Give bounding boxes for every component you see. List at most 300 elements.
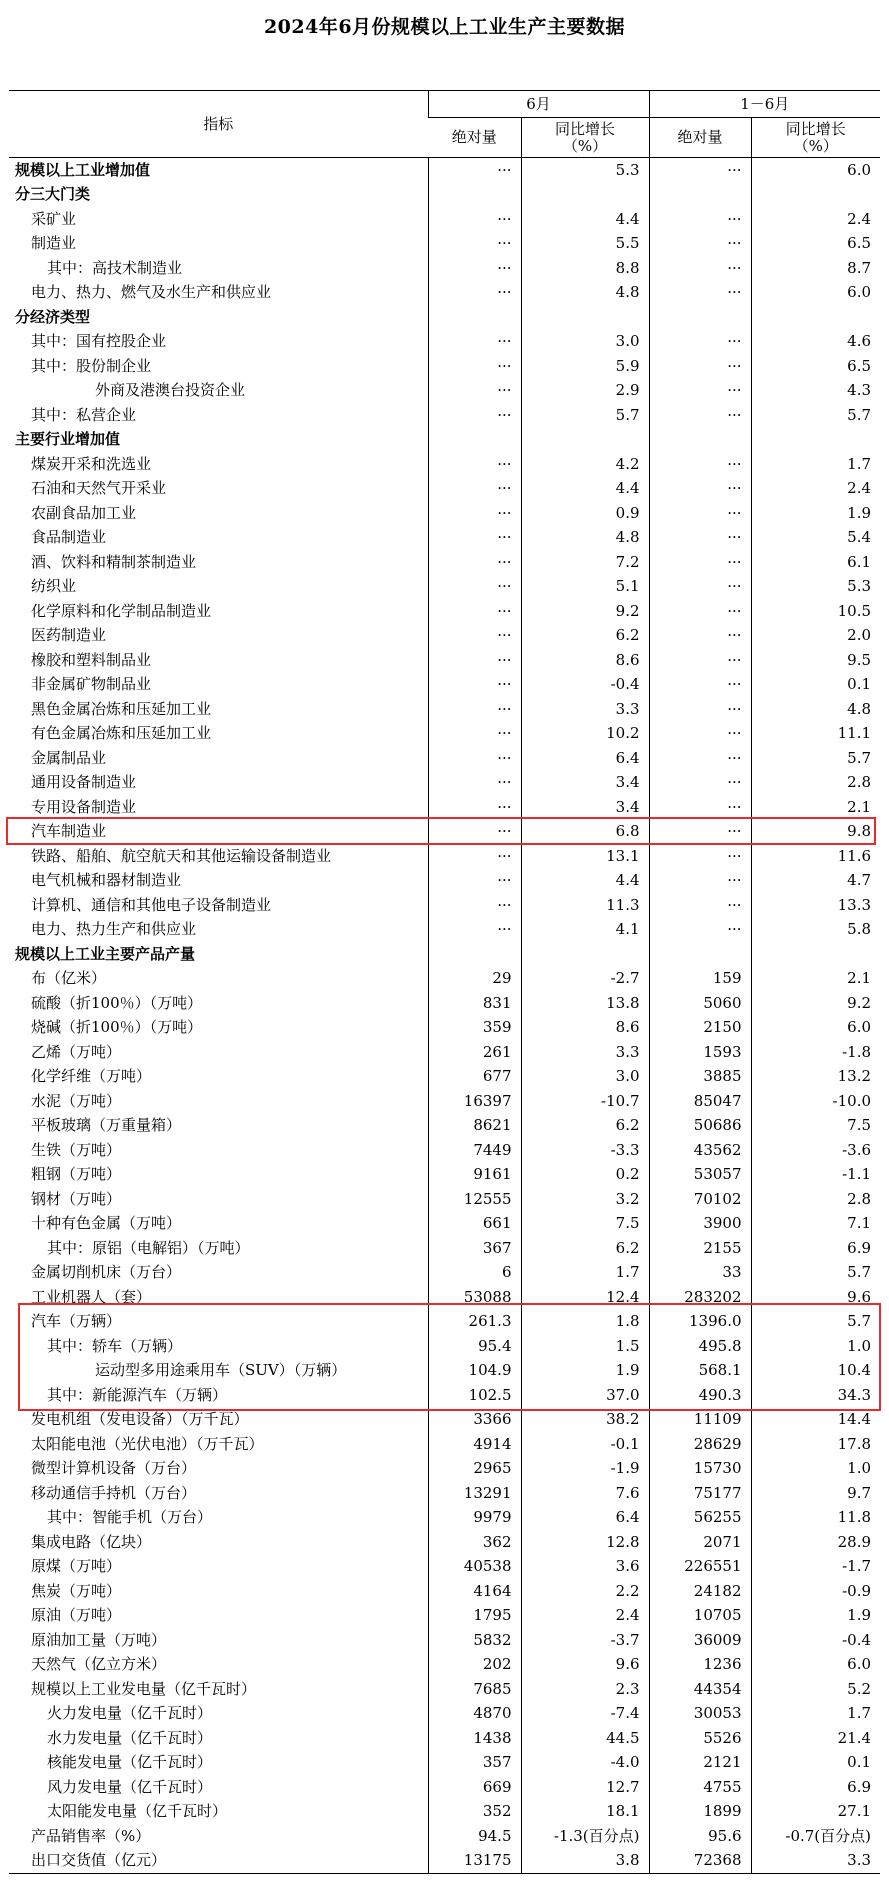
- cell-cumulative-yoy: 6.0: [751, 1016, 880, 1041]
- cell-month-abs: ···: [428, 477, 521, 502]
- row-label: 制造业: [31, 234, 77, 253]
- cell-cumulative-abs: 53057: [649, 1163, 751, 1188]
- cell-cumulative-yoy: 9.8: [751, 820, 880, 845]
- table-row: [9, 183, 880, 208]
- cell-cumulative-abs: ···: [649, 795, 751, 820]
- cell-cumulative-abs: 568.1: [649, 1359, 751, 1384]
- cell-cumulative-yoy: 6.0: [751, 1653, 880, 1678]
- cell-cumulative-yoy: 5.8: [751, 918, 880, 943]
- cell-cumulative-abs: 5060: [649, 991, 751, 1016]
- table-row: [9, 1089, 880, 1114]
- table-row: [9, 379, 880, 404]
- cell-cumulative-yoy: 1.9: [751, 1604, 880, 1629]
- row-label: 铁路、船舶、航空航天和其他运输设备制造业: [31, 846, 332, 865]
- row-label: 其中：国有控股企业: [31, 332, 167, 351]
- row-label: 化学原料和化学制品制造业: [31, 601, 212, 620]
- row-label: 橡胶和塑料制品业: [31, 650, 152, 669]
- cell-month-abs: ···: [428, 844, 521, 869]
- table-row: [9, 428, 880, 453]
- table-row: [9, 893, 880, 918]
- cell-month-abs: 40538: [428, 1555, 521, 1580]
- row-label: 其中：私营企业: [31, 405, 137, 424]
- table-row: [9, 1114, 880, 1139]
- row-label: 硫酸（折100％）（万吨）: [31, 993, 203, 1012]
- cell-month-yoy: 38.2: [521, 1408, 649, 1433]
- table-row: [9, 1800, 880, 1825]
- header-indicator: 指标: [9, 91, 428, 158]
- cell-month-abs: 8621: [428, 1114, 521, 1139]
- cell-cumulative-yoy: 2.8: [751, 771, 880, 796]
- cell-cumulative-abs: 1899: [649, 1800, 751, 1825]
- cell-cumulative-abs: ···: [649, 893, 751, 918]
- row-label: 天然气（亿立方米）: [31, 1655, 167, 1674]
- cell-month-yoy: -2.7: [521, 967, 649, 992]
- cell-month-yoy: 0.2: [521, 1163, 649, 1188]
- table-row: [9, 1604, 880, 1629]
- cell-month-abs: 13175: [428, 1849, 521, 1874]
- table-row: [9, 1849, 880, 1874]
- cell-month-abs: ···: [428, 820, 521, 845]
- cell-cumulative-yoy: 1.0: [751, 1334, 880, 1359]
- cell-month-yoy: 3.4: [521, 771, 649, 796]
- cell-month-abs: 261.3: [428, 1310, 521, 1335]
- cell-cumulative-yoy: 5.7: [751, 1310, 880, 1335]
- row-label: 太阳能电池（光伏电池）（万千瓦）: [31, 1434, 264, 1453]
- cell-cumulative-yoy: 11.1: [751, 722, 880, 747]
- data-table: [9, 90, 880, 1874]
- cell-month-abs: 12555: [428, 1187, 521, 1212]
- table-row: [9, 599, 880, 624]
- table-row: [9, 1432, 880, 1457]
- cell-cumulative-abs: ···: [649, 844, 751, 869]
- cell-month-abs: ···: [428, 330, 521, 355]
- table-row: [9, 452, 880, 477]
- cell-month-abs: 16397: [428, 1089, 521, 1114]
- cell-month-abs: ···: [428, 354, 521, 379]
- row-label: 十种有色金属（万吨）: [31, 1214, 182, 1233]
- cell-cumulative-yoy: 6.5: [751, 232, 880, 257]
- row-label: 运动型多用途乘用车（SUV）（万辆）: [95, 1361, 347, 1380]
- cell-month-yoy: -7.4: [521, 1702, 649, 1727]
- table-row: [9, 1408, 880, 1433]
- cell-cumulative-yoy: 4.6: [751, 330, 880, 355]
- row-label: 金属切削机床（万台）: [31, 1263, 182, 1282]
- cell-month-abs: 677: [428, 1065, 521, 1090]
- table-body: [9, 158, 880, 1874]
- cell-cumulative-abs: 490.3: [649, 1383, 751, 1408]
- table-row: [9, 1261, 880, 1286]
- cell-month-abs: 352: [428, 1800, 521, 1825]
- row-label: 产品销售率（%）: [31, 1826, 151, 1845]
- table-row: [9, 1383, 880, 1408]
- cell-month-abs: ···: [428, 771, 521, 796]
- cell-cumulative-yoy: [751, 428, 880, 453]
- table-row: [9, 967, 880, 992]
- row-label: 外商及港澳台投资企业: [95, 381, 246, 400]
- cell-cumulative-yoy: 6.9: [751, 1236, 880, 1261]
- row-label: 食品制造业: [31, 528, 107, 547]
- cell-cumulative-yoy: 2.0: [751, 624, 880, 649]
- cell-month-abs: 2965: [428, 1457, 521, 1482]
- cell-cumulative-abs: ···: [649, 330, 751, 355]
- cell-cumulative-yoy: 10.5: [751, 599, 880, 624]
- row-label: 汽车（万辆）: [31, 1312, 122, 1331]
- cell-month-abs: 95.4: [428, 1334, 521, 1359]
- cell-month-abs: 5832: [428, 1628, 521, 1653]
- row-label: 化学纤维（万吨）: [31, 1067, 152, 1086]
- cell-month-yoy: 37.0: [521, 1383, 649, 1408]
- table-row: [9, 1653, 880, 1678]
- table-row: [9, 477, 880, 502]
- row-label: 农副食品加工业: [31, 503, 137, 522]
- cell-cumulative-yoy: 13.2: [751, 1065, 880, 1090]
- cell-cumulative-abs: ···: [649, 648, 751, 673]
- cell-month-yoy: 7.5: [521, 1212, 649, 1237]
- cell-cumulative-yoy: 11.8: [751, 1506, 880, 1531]
- cell-cumulative-yoy: 4.7: [751, 869, 880, 894]
- cell-month-yoy: 7.2: [521, 550, 649, 575]
- cell-month-yoy: 6.4: [521, 1506, 649, 1531]
- row-label: 其中：股份制企业: [31, 356, 152, 375]
- cell-month-abs: ···: [428, 795, 521, 820]
- cell-month-yoy: [521, 305, 649, 330]
- cell-cumulative-abs: ···: [649, 526, 751, 551]
- row-label: 生铁（万吨）: [31, 1140, 122, 1159]
- cell-month-abs: 1795: [428, 1604, 521, 1629]
- cell-month-abs: 102.5: [428, 1383, 521, 1408]
- table-row: [9, 1040, 880, 1065]
- cell-cumulative-abs: ···: [649, 232, 751, 257]
- cell-month-yoy: [521, 942, 649, 967]
- table-row: [9, 403, 880, 428]
- cell-month-yoy: 11.3: [521, 893, 649, 918]
- table-row: [9, 354, 880, 379]
- cell-month-abs: ···: [428, 158, 521, 183]
- cell-cumulative-yoy: 7.1: [751, 1212, 880, 1237]
- cell-cumulative-abs: 10705: [649, 1604, 751, 1629]
- table-row: [9, 722, 880, 747]
- row-label: 水泥（万吨）: [31, 1091, 122, 1110]
- table-row: [9, 1016, 880, 1041]
- row-label: 电力、热力生产和供应业: [31, 920, 197, 939]
- table-row: [9, 232, 880, 257]
- cell-cumulative-abs: ···: [649, 379, 751, 404]
- cell-cumulative-yoy: 14.4: [751, 1408, 880, 1433]
- cell-cumulative-yoy: 3.3: [751, 1849, 880, 1874]
- cell-cumulative-yoy: 1.7: [751, 452, 880, 477]
- cell-cumulative-abs: 56255: [649, 1506, 751, 1531]
- cell-month-yoy: 0.9: [521, 501, 649, 526]
- cell-month-yoy: 5.7: [521, 403, 649, 428]
- table-row: [9, 207, 880, 232]
- cell-month-abs: [428, 305, 521, 330]
- cell-cumulative-yoy: 34.3: [751, 1383, 880, 1408]
- header-yoy-month: 同比增长 （%）: [521, 118, 649, 158]
- cell-cumulative-abs: 2150: [649, 1016, 751, 1041]
- cell-month-yoy: 3.0: [521, 330, 649, 355]
- cell-month-abs: ···: [428, 403, 521, 428]
- cell-month-abs: ···: [428, 256, 521, 281]
- row-label: 规模以上工业增加值: [15, 160, 151, 179]
- header-abs-month: 绝对量: [428, 118, 521, 158]
- row-label: 集成电路（亿块）: [31, 1532, 152, 1551]
- cell-month-abs: ···: [428, 207, 521, 232]
- row-label: 原煤（万吨）: [31, 1557, 122, 1576]
- row-label: 其中：轿车（万辆）: [47, 1336, 183, 1355]
- cell-month-yoy: 10.2: [521, 722, 649, 747]
- cell-cumulative-abs: 4755: [649, 1775, 751, 1800]
- cell-cumulative-abs: ···: [649, 722, 751, 747]
- cell-cumulative-abs: 95.6: [649, 1824, 751, 1849]
- cell-cumulative-yoy: -3.6: [751, 1138, 880, 1163]
- cell-cumulative-yoy: 10.4: [751, 1359, 880, 1384]
- cell-month-abs: ···: [428, 893, 521, 918]
- table-row: [9, 330, 880, 355]
- cell-cumulative-yoy: 27.1: [751, 1800, 880, 1825]
- row-label: 焦炭（万吨）: [31, 1581, 122, 1600]
- cell-month-abs: 7685: [428, 1677, 521, 1702]
- cell-month-yoy: 12.8: [521, 1530, 649, 1555]
- table-row: [9, 624, 880, 649]
- cell-month-abs: ···: [428, 550, 521, 575]
- cell-cumulative-yoy: 9.2: [751, 991, 880, 1016]
- cell-month-abs: 831: [428, 991, 521, 1016]
- table-row: [9, 1677, 880, 1702]
- table-row: [9, 746, 880, 771]
- cell-cumulative-yoy: 1.0: [751, 1457, 880, 1482]
- cell-month-yoy: 2.3: [521, 1677, 649, 1702]
- cell-cumulative-abs: ···: [649, 281, 751, 306]
- cell-cumulative-abs: ···: [649, 158, 751, 183]
- row-label: 纺织业: [31, 577, 77, 596]
- table-row: [9, 1481, 880, 1506]
- table-row: [9, 697, 880, 722]
- cell-month-yoy: 7.6: [521, 1481, 649, 1506]
- cell-month-yoy: 6.8: [521, 820, 649, 845]
- cell-month-yoy: 4.4: [521, 477, 649, 502]
- cell-cumulative-yoy: 6.1: [751, 550, 880, 575]
- cell-cumulative-yoy: 5.2: [751, 1677, 880, 1702]
- table-row: [9, 1334, 880, 1359]
- cell-month-yoy: 3.2: [521, 1187, 649, 1212]
- table-row: [9, 1065, 880, 1090]
- cell-month-abs: 669: [428, 1775, 521, 1800]
- cell-month-yoy: 44.5: [521, 1726, 649, 1751]
- row-label: 水力发电量（亿千瓦时）: [47, 1728, 213, 1747]
- table-row: [9, 942, 880, 967]
- cell-cumulative-yoy: 2.4: [751, 207, 880, 232]
- cell-cumulative-abs: ···: [649, 403, 751, 428]
- cell-month-abs: ···: [428, 526, 521, 551]
- row-label: 石油和天然气开采业: [31, 479, 167, 498]
- cell-cumulative-yoy: 17.8: [751, 1432, 880, 1457]
- cell-month-yoy: -10.7: [521, 1089, 649, 1114]
- cell-month-abs: 9161: [428, 1163, 521, 1188]
- cell-month-yoy: 13.1: [521, 844, 649, 869]
- page-title: 2024年6月份规模以上工业生产主要数据: [263, 16, 626, 38]
- table-row: [9, 1702, 880, 1727]
- table-row: [9, 1310, 880, 1335]
- cell-month-abs: ···: [428, 697, 521, 722]
- cell-month-yoy: 4.1: [521, 918, 649, 943]
- cell-month-yoy: 12.4: [521, 1285, 649, 1310]
- cell-cumulative-yoy: 5.7: [751, 1261, 880, 1286]
- cell-cumulative-abs: 3885: [649, 1065, 751, 1090]
- table-row: [9, 820, 880, 845]
- table-row: [9, 1751, 880, 1776]
- cell-month-abs: ···: [428, 501, 521, 526]
- cell-month-yoy: [521, 183, 649, 208]
- cell-month-yoy: 4.2: [521, 452, 649, 477]
- table-row: [9, 1726, 880, 1751]
- row-label: 酒、饮料和精制茶制造业: [31, 552, 197, 571]
- cell-month-yoy: 2.2: [521, 1579, 649, 1604]
- cell-month-yoy: 8.8: [521, 256, 649, 281]
- cell-month-abs: 261: [428, 1040, 521, 1065]
- cell-cumulative-yoy: 11.6: [751, 844, 880, 869]
- cell-cumulative-abs: 226551: [649, 1555, 751, 1580]
- table-row: [9, 869, 880, 894]
- row-label: 核能发电量（亿千瓦时）: [47, 1753, 213, 1772]
- cell-cumulative-yoy: 13.3: [751, 893, 880, 918]
- header-period-month: 6月: [428, 91, 649, 118]
- row-label: 原油加工量（万吨）: [31, 1630, 167, 1649]
- table-row: [9, 158, 880, 183]
- cell-cumulative-abs: 2121: [649, 1751, 751, 1776]
- cell-cumulative-abs: ···: [649, 256, 751, 281]
- cell-month-abs: 4164: [428, 1579, 521, 1604]
- row-label: 平板玻璃（万重量箱）: [31, 1116, 182, 1135]
- cell-cumulative-yoy: -1.1: [751, 1163, 880, 1188]
- cell-cumulative-abs: 11109: [649, 1408, 751, 1433]
- cell-cumulative-abs: ···: [649, 624, 751, 649]
- cell-cumulative-yoy: 5.4: [751, 526, 880, 551]
- cell-cumulative-abs: ···: [649, 477, 751, 502]
- cell-cumulative-abs: ···: [649, 207, 751, 232]
- table-row: [9, 256, 880, 281]
- cell-month-yoy: -1.9: [521, 1457, 649, 1482]
- row-label: 采矿业: [31, 209, 77, 228]
- cell-month-abs: 7449: [428, 1138, 521, 1163]
- cell-cumulative-abs: ···: [649, 599, 751, 624]
- cell-month-abs: ···: [428, 648, 521, 673]
- cell-month-yoy: -3.7: [521, 1628, 649, 1653]
- cell-cumulative-yoy: -1.7: [751, 1555, 880, 1580]
- row-label: 出口交货值（亿元）: [9, 1849, 428, 1874]
- cell-cumulative-abs: 50686: [649, 1114, 751, 1139]
- cell-cumulative-yoy: 2.1: [751, 967, 880, 992]
- table-row: [9, 991, 880, 1016]
- table-row: [9, 501, 880, 526]
- table-row: [9, 305, 880, 330]
- cell-cumulative-abs: [649, 183, 751, 208]
- cell-month-abs: 4870: [428, 1702, 521, 1727]
- cell-cumulative-yoy: 8.7: [751, 256, 880, 281]
- cell-cumulative-yoy: 0.1: [751, 673, 880, 698]
- cell-month-abs: 104.9: [428, 1359, 521, 1384]
- table-header: [9, 91, 880, 158]
- cell-month-abs: 4914: [428, 1432, 521, 1457]
- cell-cumulative-abs: ···: [649, 673, 751, 698]
- table-row: [9, 1628, 880, 1653]
- row-label: 煤炭开采和洗选业: [31, 454, 152, 473]
- table-row: [9, 673, 880, 698]
- row-label: 火力发电量（亿千瓦时）: [47, 1704, 213, 1723]
- cell-month-yoy: 4.4: [521, 869, 649, 894]
- table-row: [9, 1285, 880, 1310]
- row-label: 分三大门类: [15, 185, 91, 204]
- row-label: 有色金属冶炼和压延加工业: [31, 724, 212, 743]
- cell-month-yoy: 5.3: [521, 158, 649, 183]
- cell-month-yoy: 3.3: [521, 697, 649, 722]
- cell-cumulative-abs: 30053: [649, 1702, 751, 1727]
- cell-month-abs: ···: [428, 869, 521, 894]
- cell-cumulative-yoy: 6.9: [751, 1775, 880, 1800]
- row-label: 太阳能发电量（亿千瓦时）: [47, 1802, 228, 1821]
- row-label: 布（亿米）: [31, 969, 107, 988]
- cell-cumulative-yoy: 5.7: [751, 746, 880, 771]
- cell-cumulative-yoy: 9.5: [751, 648, 880, 673]
- cell-cumulative-abs: 2155: [649, 1236, 751, 1261]
- cell-month-yoy: 5.1: [521, 575, 649, 600]
- cell-month-abs: ···: [428, 281, 521, 306]
- cell-month-abs: ···: [428, 232, 521, 257]
- cell-cumulative-yoy: 9.7: [751, 1481, 880, 1506]
- cell-cumulative-abs: 283202: [649, 1285, 751, 1310]
- cell-month-yoy: 3.6: [521, 1555, 649, 1580]
- row-label: 专用设备制造业: [31, 797, 137, 816]
- cell-cumulative-abs: 1236: [649, 1653, 751, 1678]
- row-label: 金属制品业: [31, 748, 107, 767]
- cell-month-abs: 367: [428, 1236, 521, 1261]
- cell-month-abs: ···: [428, 722, 521, 747]
- table-row: [9, 844, 880, 869]
- cell-month-abs: 9979: [428, 1506, 521, 1531]
- cell-cumulative-abs: 75177: [649, 1481, 751, 1506]
- cell-cumulative-abs: ···: [649, 354, 751, 379]
- row-label: 风力发电量（亿千瓦时）: [47, 1777, 213, 1796]
- row-label: 乙烯（万吨）: [31, 1042, 122, 1061]
- cell-cumulative-abs: 1593: [649, 1040, 751, 1065]
- cell-month-yoy: 1.9: [521, 1359, 649, 1384]
- cell-month-yoy: 1.5: [521, 1334, 649, 1359]
- row-label: 钢材（万吨）: [31, 1189, 122, 1208]
- cell-month-abs: 29: [428, 967, 521, 992]
- cell-month-abs: ···: [428, 918, 521, 943]
- cell-month-yoy: 18.1: [521, 1800, 649, 1825]
- row-label: 粗钢（万吨）: [31, 1165, 122, 1184]
- cell-cumulative-yoy: 7.5: [751, 1114, 880, 1139]
- cell-cumulative-yoy: [751, 305, 880, 330]
- cell-month-abs: ···: [428, 575, 521, 600]
- cell-cumulative-abs: 33: [649, 1261, 751, 1286]
- cell-cumulative-abs: 3900: [649, 1212, 751, 1237]
- table-row: [9, 1187, 880, 1212]
- cell-month-abs: ···: [428, 379, 521, 404]
- cell-month-abs: ···: [428, 599, 521, 624]
- cell-cumulative-abs: 28629: [649, 1432, 751, 1457]
- table-row: [9, 1236, 880, 1261]
- cell-cumulative-abs: ···: [649, 550, 751, 575]
- header-period-cumulative: 1－6月: [649, 91, 880, 118]
- cell-cumulative-yoy: 9.6: [751, 1285, 880, 1310]
- cell-month-yoy: 4.8: [521, 526, 649, 551]
- cell-cumulative-abs: ···: [649, 575, 751, 600]
- row-label: 计算机、通信和其他电子设备制造业: [31, 895, 272, 914]
- cell-cumulative-abs: [649, 428, 751, 453]
- cell-cumulative-yoy: -0.7(百分点): [751, 1824, 880, 1849]
- row-label: 通用设备制造业: [31, 773, 137, 792]
